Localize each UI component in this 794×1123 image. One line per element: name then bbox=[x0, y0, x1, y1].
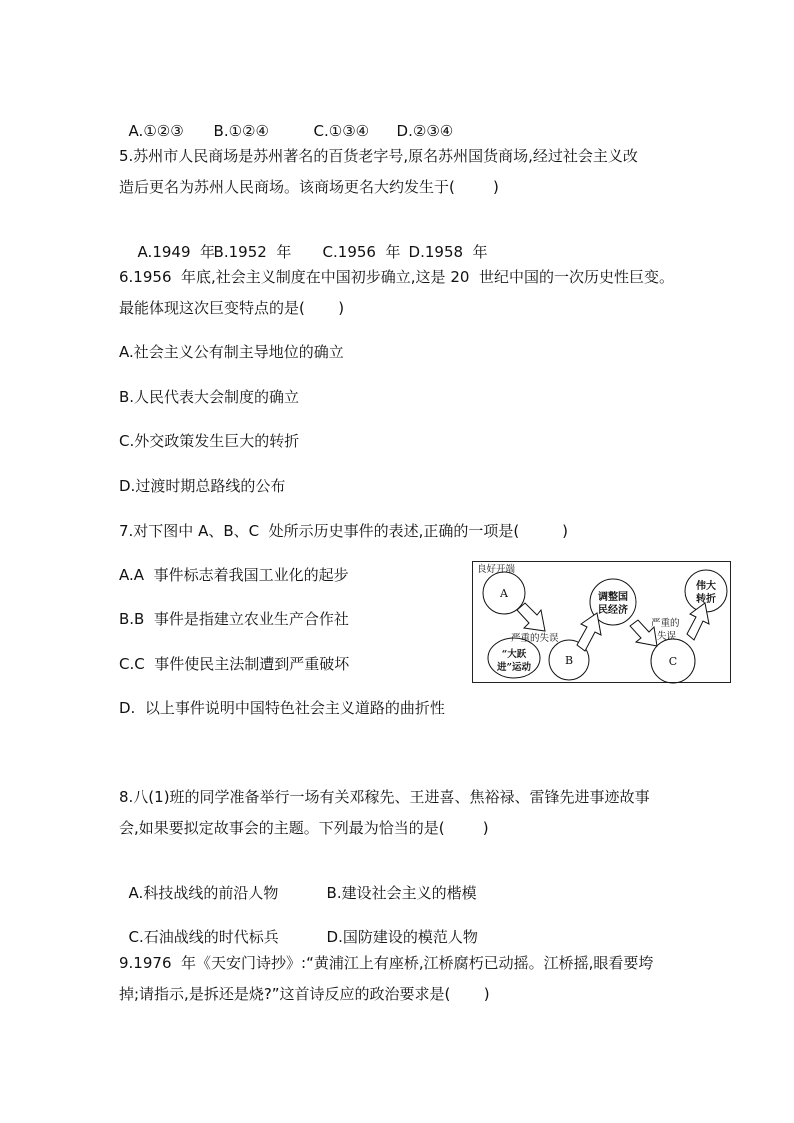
q5-option-b: B.1952 年 bbox=[213, 243, 292, 261]
label-turn-2: 转折 bbox=[696, 594, 716, 605]
q9-stem-line2: 掉;请指示,是拆还是烧?”这首诗反应的政治要求是( ) bbox=[119, 985, 490, 1003]
label-node-c: C bbox=[668, 655, 678, 668]
q6-option-d: D.过渡时期总路线的公布 bbox=[119, 477, 286, 495]
label-good-start: 良好开端 bbox=[477, 564, 516, 575]
q8-option-b: B.建设社会主义的楷模 bbox=[326, 884, 477, 902]
q7-option-d: D. 以上事件说明中国特色社会主义道路的曲折性 bbox=[119, 699, 445, 717]
label-mistake-2-1: 严重的 bbox=[651, 618, 680, 629]
arrow-up-2 bbox=[687, 603, 709, 640]
q7-option-a: A.A 事件标志着我国工业化的起步 bbox=[119, 566, 349, 584]
label-node-b: B bbox=[564, 654, 574, 667]
q8-options-row2 bbox=[119, 907, 478, 947]
q4-option-d: D.②③④ bbox=[396, 122, 454, 140]
q7-option-c: C.C 事件使民主法制遭到严重破坏 bbox=[119, 655, 350, 673]
q5-option-a: A.1949 年 bbox=[137, 243, 216, 261]
q6-option-a: A.社会主义公有制主导地位的确立 bbox=[119, 343, 344, 361]
q8-option-c: C.石油战线的时代标兵 bbox=[128, 928, 279, 946]
label-great-leap-1: “大跃 bbox=[501, 649, 527, 660]
q4-options bbox=[119, 101, 453, 141]
q4-option-b: B.①②④ bbox=[213, 122, 269, 140]
q6-option-b: B.人民代表大会制度的确立 bbox=[119, 388, 300, 406]
q8-option-a: A.科技战线的前沿人物 bbox=[128, 884, 279, 902]
label-adjust-1: 调整国 bbox=[598, 592, 628, 603]
q8-stem-line1: 8.八(1)班的同学准备举行一场有关邓稼先、王进喜、焦裕禄、雷锋先进事迹故事 bbox=[119, 788, 650, 806]
q4-option-c: C.①③④ bbox=[313, 122, 370, 140]
label-node-a: A bbox=[500, 587, 508, 600]
label-great-leap-2: 进”运动 bbox=[497, 662, 531, 673]
q5-options bbox=[128, 222, 488, 262]
q8-options-row1 bbox=[119, 863, 477, 903]
label-turn-1: 伟大 bbox=[696, 581, 716, 592]
q7-stem: 7.对下图中 A、B、C 处所示历史事件的表述,正确的一项是( ) bbox=[119, 522, 569, 540]
q6-stem-line2: 最能体现这次巨变特点的是( ) bbox=[119, 299, 345, 317]
q6-stem-line1: 6.1956 年底,社会主义制度在中国初步确立,这是 20 世纪中国的一次历史性巨变。 bbox=[119, 268, 674, 286]
diagram-svg bbox=[473, 562, 732, 684]
q5-option-c: C.1956 年 bbox=[322, 243, 401, 261]
q4-option-a: A.①②③ bbox=[128, 122, 184, 140]
q5-stem-line1: 5.苏州市人民商场是苏州著名的百货老字号,原名苏州国货商场,经过社会主义改 bbox=[119, 147, 638, 165]
q7-option-b: B.B 事件是指建立农业生产合作社 bbox=[119, 610, 349, 628]
q8-stem-line2: 会,如果要拟定故事会的主题。下列最为恰当的是( ) bbox=[119, 819, 489, 837]
label-mistake-1: 严重的失误 bbox=[511, 633, 559, 644]
q5-stem-line2: 造后更名为苏州人民商场。该商场更名大约发生于( ) bbox=[119, 178, 499, 196]
arrow-up-1 bbox=[577, 613, 601, 651]
q5-option-d: D.1958 年 bbox=[408, 243, 488, 261]
arrow-down-1 bbox=[517, 603, 545, 631]
q7-history-diagram bbox=[472, 561, 731, 683]
q6-option-c: C.外交政策发生巨大的转折 bbox=[119, 432, 300, 450]
q8-option-d: D.国防建设的模范人物 bbox=[326, 928, 478, 946]
label-mistake-2-2: 失误 bbox=[657, 631, 677, 642]
q9-stem-line1: 9.1976 年《天安门诗抄》:“黄浦江上有座桥,江桥腐朽已动摇。江桥摇,眼看要垮 bbox=[119, 954, 654, 972]
label-adjust-2: 民经济 bbox=[598, 605, 628, 616]
